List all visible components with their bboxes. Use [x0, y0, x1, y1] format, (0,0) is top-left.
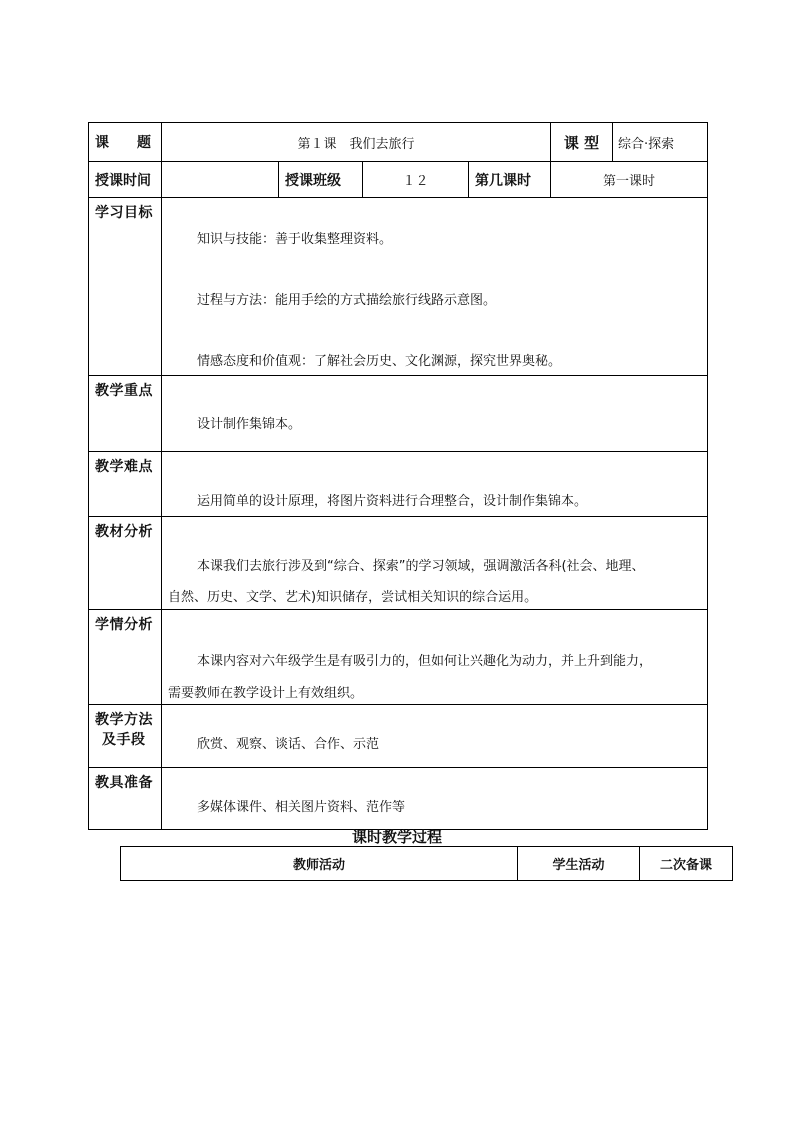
col-student-activity: 学生活动 — [518, 847, 640, 881]
topic-label: 课 题 — [89, 123, 162, 162]
row-goals — [89, 198, 708, 376]
type-label: 课 型 — [551, 123, 613, 162]
time-label: 授课时间 — [89, 162, 162, 198]
methods-label — [89, 705, 162, 768]
goal-knowledge: 知识与技能：善于收集整理资料。 — [197, 232, 393, 247]
goal-process: 过程与方法：能用手绘的方式描绘旅行线路示意图。 — [197, 293, 497, 308]
time-value — [162, 162, 279, 198]
class-value: １２ — [363, 162, 469, 198]
students-label: 学情分析 — [89, 610, 162, 705]
goal-attitude: 情感态度和价值观：了解社会历史、文化渊源，探究世界奥秘。 — [197, 354, 562, 369]
material-text-line2: 自然、历史、文学、艺术)知识储存，尝试相关知识的综合运用。 — [168, 590, 538, 605]
row-topic — [89, 123, 708, 162]
material-text-line1: 本课我们去旅行涉及到“综合、探索”的学习领域，强调激活各科(社会、地理、 — [197, 559, 645, 574]
type-value: 综合·探索 — [613, 123, 708, 162]
students-text-line1: 本课内容对六年级学生是有吸引力的，但如何让兴趣化为动力，并上升到能力， — [197, 654, 653, 669]
methods-label-line1: 教学方法 — [95, 712, 153, 728]
methods-label-line2: 及手段 — [102, 732, 146, 748]
material-label: 教材分析 — [89, 517, 162, 610]
col-teacher-activity: 教师活动 — [121, 847, 518, 881]
tools-text: 多媒体课件、相关图片资料、范作等 — [197, 800, 406, 815]
difficulties-label: 教学难点 — [89, 452, 162, 517]
lesson-info-table — [88, 122, 708, 830]
row-schedule — [89, 162, 708, 198]
process-table — [120, 846, 733, 881]
row-key-points — [89, 376, 708, 452]
tools-label: 教具准备 — [89, 768, 162, 830]
row-students — [89, 610, 708, 705]
process-header-row — [121, 847, 733, 881]
key-points-label: 教学重点 — [89, 376, 162, 452]
process-title: 课时教学过程 — [351, 828, 442, 846]
row-methods — [89, 705, 708, 768]
class-label: 授课班级 — [279, 162, 363, 198]
topic-value: 第１课 我们去旅行 — [162, 123, 551, 162]
row-tools — [89, 768, 708, 830]
students-text-line2: 需要教师在教学设计上有效组织。 — [168, 686, 364, 701]
row-material — [89, 517, 708, 610]
period-value: 第一课时 — [551, 162, 708, 198]
col-second-preparation: 二次备课 — [640, 847, 733, 881]
goals-label: 学习目标 — [89, 198, 162, 376]
period-label: 第几课时 — [469, 162, 551, 198]
row-difficulties — [89, 452, 708, 517]
difficulties-text: 运用简单的设计原理，将图片资料进行合理整合，设计制作集锦本。 — [197, 494, 588, 509]
key-points-text: 设计制作集锦本。 — [197, 417, 302, 432]
methods-text: 欣赏、观察、谈话、合作、示范 — [197, 737, 380, 752]
